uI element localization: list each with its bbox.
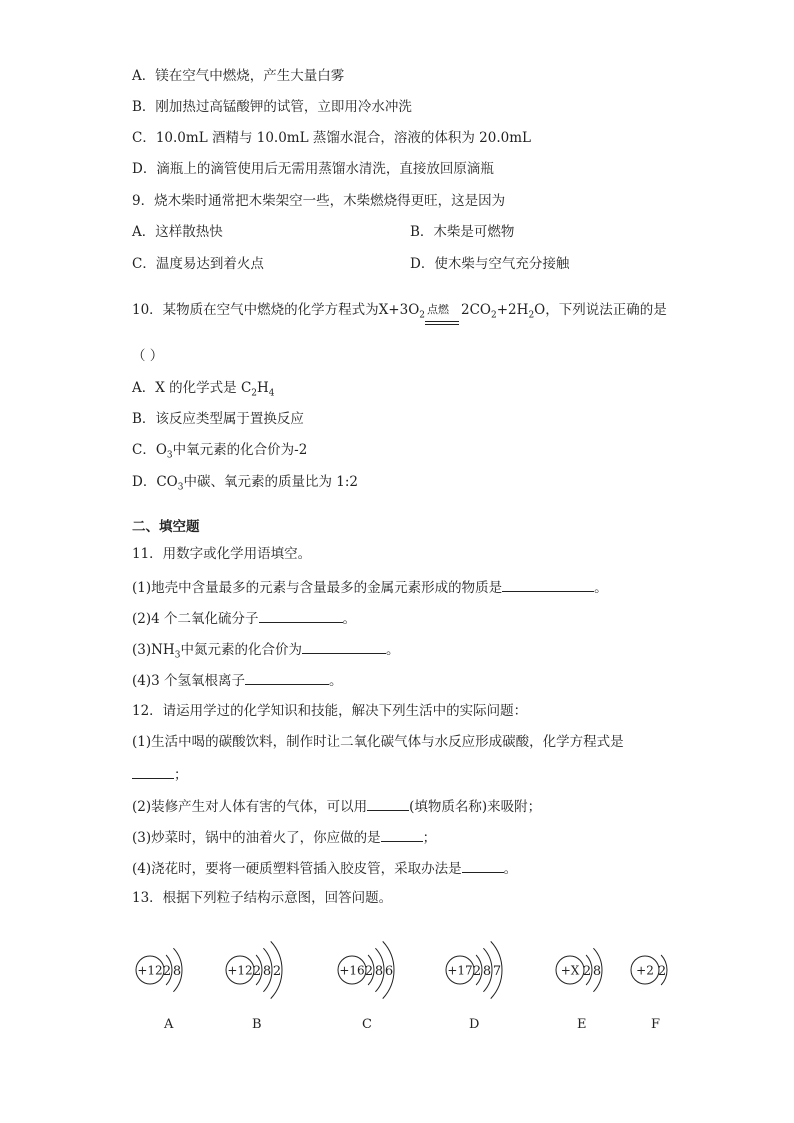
answer-blank[interactable] [381, 827, 423, 842]
reaction-condition: 点燃 [427, 303, 450, 316]
q12-part-1: (1)生活中喝的碳酸饮料，制作时让二氧化碳气体与水反应形成碳酸，化学方程式是 [132, 734, 624, 750]
atom-label: C [362, 1017, 372, 1032]
answer-blank[interactable] [302, 639, 386, 654]
electron-count: 8 [592, 964, 602, 979]
q9-option-d: D．使木柴与空气充分接触 [410, 256, 570, 272]
atom-label: D [469, 1017, 480, 1032]
nucleus-charge: +12 [137, 963, 163, 978]
eq-right-a: 2CO [461, 302, 492, 318]
q11-p3-sub: 3 [174, 650, 181, 661]
q12-p3-pre: (3)炒菜时，锅中的油着火了，你应做的是 [132, 830, 381, 846]
electron-count: 2 [582, 964, 592, 979]
q8-option-b: B．刚加热过高锰酸钾的试管，立即用冷水冲洗 [132, 99, 412, 115]
section-title: 二、填空题 [132, 519, 200, 535]
q12-p2-pre: (2)装修产生对人体有害的气体，可以用 [132, 799, 368, 815]
atom-label: B [252, 1017, 262, 1032]
atom-label: E [577, 1017, 587, 1032]
q11-part-3 [132, 639, 399, 665]
q12-part-3 [132, 827, 436, 847]
q11-p4-text: (4)3 个氢氧根离子 [132, 673, 246, 689]
q8-option-c: C．10.0mL 酒精与 10.0mL 蒸馏水混合，溶液的体积为 20.0mL [132, 130, 531, 146]
q10-d-pre: D．CO [132, 474, 178, 490]
answer-blank[interactable] [259, 608, 343, 623]
q11-p1-end: 。 [594, 580, 608, 596]
answer-blank[interactable] [245, 670, 329, 685]
q12-p3-post: ； [422, 830, 437, 846]
chemical-equation [379, 301, 546, 325]
q8-option-d: D．滴瓶上的滴管使用后无需用蒸馏水清洗，直接放回原滴瓶 [132, 161, 494, 177]
eq-right-b-sub: 2 [528, 310, 535, 321]
q11-stem: 11．用数字或化学用语填空。 [132, 546, 312, 562]
electron-count: 8 [262, 964, 272, 979]
q10-a-pre: A．X 的化学式是 C [132, 380, 252, 396]
q10-stem-post: ，下列说法正确的是 [545, 302, 667, 318]
q10-a-sub2: 4 [268, 388, 275, 399]
electron-count: 8 [172, 964, 182, 979]
q10-stem-pre: 10．某物质在空气中燃烧的化学方程式为 [132, 302, 379, 318]
q12-p2-post: (填物质名称)来吸附； [409, 799, 542, 815]
q10-d-post: 中碳、氧元素的质量比为 1:2 [183, 474, 358, 490]
q11-p4-end: 。 [329, 673, 343, 689]
q12-p4-pre: (4)浇花时，要将一硬质塑料管插入胶皮管，采取办法是 [132, 861, 462, 877]
q12-p4-post: 。 [503, 861, 518, 877]
q12-part-2 [132, 796, 541, 816]
q11-p2-text: (2)4 个二氧化硫分子 [132, 611, 259, 627]
q8-option-a: A．镁在空气中燃烧，产生大量白雾 [132, 68, 345, 84]
q10-paren: （ ） [132, 348, 164, 364]
q9-stem: 9．烧木柴时通常把木柴架空一些，木柴燃烧得更旺，这是因为 [132, 193, 506, 209]
atom-diagram [625, 920, 745, 1020]
q10-c-pre: C．O [132, 442, 167, 458]
eq-right-b: +2H [496, 302, 529, 318]
electron-count: 7 [492, 964, 502, 979]
electron-count: 2 [272, 964, 282, 979]
q11-p1-text: (1)地壳中含量最多的元素与含量最多的金属元素形成的物质是 [132, 580, 503, 596]
q10-c-post: 中氧元素的化合价为-2 [172, 442, 308, 458]
q10-option-b: B．该反应类型属于置换反应 [132, 411, 304, 427]
answer-blank[interactable] [462, 858, 504, 873]
q12-part-4 [132, 858, 517, 878]
q11-p3-end: 。 [385, 642, 400, 658]
electron-count: 2 [252, 964, 262, 979]
atom-diagram [220, 920, 340, 1020]
q13-stem: 13．根据下列粒子结构示意图，回答问题。 [132, 890, 393, 906]
atom-label: F [651, 1017, 661, 1032]
electron-count: 2 [472, 964, 482, 979]
q12-stem: 12．请运用学过的化学知识和技能，解决下列生活中的实际问题： [132, 703, 528, 719]
electron-count: 8 [482, 964, 492, 979]
answer-blank[interactable] [132, 764, 174, 779]
q11-part-4 [132, 670, 343, 690]
nucleus-charge: +17 [447, 963, 473, 978]
q12-p1-end: ； [174, 767, 188, 783]
electron-count: 2 [657, 964, 667, 979]
q10-a-sub1: 2 [251, 388, 258, 399]
nucleus-charge: +12 [227, 963, 253, 978]
eq-left: X+3O [378, 302, 420, 318]
atom-diagram [332, 920, 452, 1020]
electron-count: 2 [364, 964, 374, 979]
q9-option-b: B．木柴是可燃物 [410, 224, 515, 240]
q11-p2-end: 。 [342, 611, 357, 627]
answer-blank[interactable] [367, 796, 409, 811]
answer-blank[interactable] [502, 577, 594, 592]
nucleus-charge: +16 [339, 963, 365, 978]
atom-label: A [164, 1017, 174, 1032]
q11-part-2 [132, 608, 356, 628]
eq-right-c: O [534, 302, 546, 318]
q10-option-c [132, 441, 307, 465]
electron-count: 6 [384, 964, 394, 979]
q10-option-d [132, 473, 358, 497]
q11-p3-pre: (3)NH [132, 642, 175, 658]
electron-count: 2 [162, 964, 172, 979]
q10-option-a [132, 379, 275, 403]
electron-count: 8 [374, 964, 384, 979]
eq-right-a-sub: 2 [491, 310, 497, 321]
q10-d-sub: 3 [177, 482, 184, 493]
q9-option-a: A．这样散热快 [132, 224, 223, 240]
q11-p3-post: 中氮元素的化合价为 [180, 642, 302, 658]
q9-option-c: C．温度易达到着火点 [132, 256, 264, 272]
q12-part-1-answer [132, 764, 188, 784]
nucleus-charge: +X [560, 963, 580, 978]
eq-left-sub: 2 [419, 310, 426, 321]
nucleus-charge: +2 [636, 963, 654, 978]
atom-diagram [440, 920, 560, 1020]
q10-stem [132, 301, 667, 325]
q10-a-mid: H [257, 380, 269, 396]
q11-part-1 [132, 577, 608, 597]
q10-c-sub: 3 [166, 450, 173, 461]
